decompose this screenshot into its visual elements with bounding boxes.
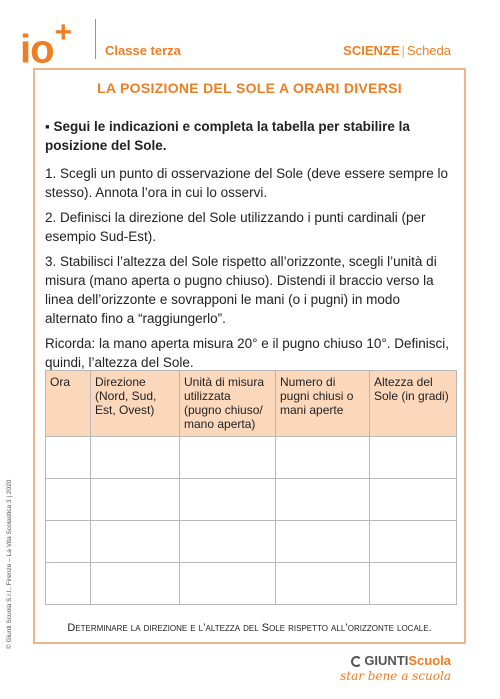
table-cell[interactable] — [180, 521, 276, 563]
table-cell[interactable] — [370, 521, 457, 563]
brand-name: GIUNTIScuola — [340, 653, 451, 668]
subject-label: SCIENZE — [343, 43, 400, 58]
table-cell[interactable] — [46, 563, 91, 605]
instructions — [45, 117, 452, 378]
worksheet-card — [33, 68, 466, 644]
giunti-g-icon — [351, 656, 362, 667]
header-separator: | — [401, 43, 405, 58]
table-cell[interactable] — [276, 521, 370, 563]
table-row — [46, 479, 457, 521]
table-cell[interactable] — [180, 563, 276, 605]
table-row — [46, 563, 457, 605]
table-cell[interactable] — [276, 563, 370, 605]
table-cell[interactable] — [370, 563, 457, 605]
table-cell[interactable] — [91, 479, 180, 521]
table-cell[interactable] — [180, 437, 276, 479]
table-cell[interactable] — [91, 521, 180, 563]
header-divider — [95, 19, 96, 59]
subject-header — [343, 43, 451, 58]
column-header-unita-misura: Unità di misura utilizzata (pugno chiuso/ mano aperta) — [180, 371, 276, 437]
table-row — [46, 437, 457, 479]
instruction-step-1: 1. Scegli un punto di osservazione del Sole (deve essere sempre lo stesso). Annota l’ora in cui lo osservi. — [45, 166, 448, 200]
column-header-direzione: Direzione (Nord, Sud, Est, Ovest) — [91, 371, 180, 437]
table-cell[interactable] — [180, 479, 276, 521]
table-cell[interactable] — [91, 437, 180, 479]
doc-type-label: Scheda — [406, 43, 451, 58]
instruction-reminder: Ricorda: la mano aperta misura 20° e il pugno chiuso 10°. Definisci, quindi, l’altezza del Sole. — [45, 336, 450, 370]
table-cell[interactable] — [91, 563, 180, 605]
table-cell[interactable] — [276, 479, 370, 521]
table-cell[interactable] — [370, 437, 457, 479]
table-row — [46, 521, 457, 563]
table-cell[interactable] — [46, 437, 91, 479]
brand-tagline: star bene a scuola — [340, 669, 451, 683]
table-cell[interactable] — [46, 479, 91, 521]
observation-table — [45, 370, 457, 605]
giunti-scuola-brand — [340, 653, 451, 683]
instructions-lead: ▪ Segui le indicazioni e completa la tabella per stabilire la posizione del Sole. — [45, 119, 410, 153]
copyright-credit: © Giunti Scuola S.r.l., Firenze – La Vita Scolastica 3 | 2020 — [6, 479, 13, 649]
io-plus-logo: io+ — [20, 16, 72, 72]
table-cell[interactable] — [46, 521, 91, 563]
worksheet-title: LA POSIZIONE DEL SOLE A ORARI DIVERSI — [97, 80, 402, 96]
instruction-step-3: 3. Stabilisci l’altezza del Sole rispetto all’orizzonte, scegli l’unità di misura (mano aperta o pugno chiuso). Distendi il braccio verso la linea dell’orizzonte e sovrapponi le mani (o i pugni) in modo alternato fino a “raggiungerlo”. — [45, 254, 437, 326]
instruction-step-2: 2. Definisci la direzione del Sole utilizzando i punti cardinali (per esempio Sud-Est). — [45, 210, 426, 244]
column-header-ora: Ora — [46, 371, 91, 437]
column-header-numero: Numero di pugni chiusi o mani aperte — [276, 371, 370, 437]
class-label: Classe terza — [105, 43, 181, 58]
table-header-row — [46, 371, 457, 437]
column-header-altezza: Altezza del Sole (in gradi) — [370, 371, 457, 437]
learning-objective: Determinare la direzione e l’altezza del Sole rispetto all’orizzonte locale. — [67, 622, 432, 634]
table-cell[interactable] — [370, 479, 457, 521]
table-cell[interactable] — [276, 437, 370, 479]
